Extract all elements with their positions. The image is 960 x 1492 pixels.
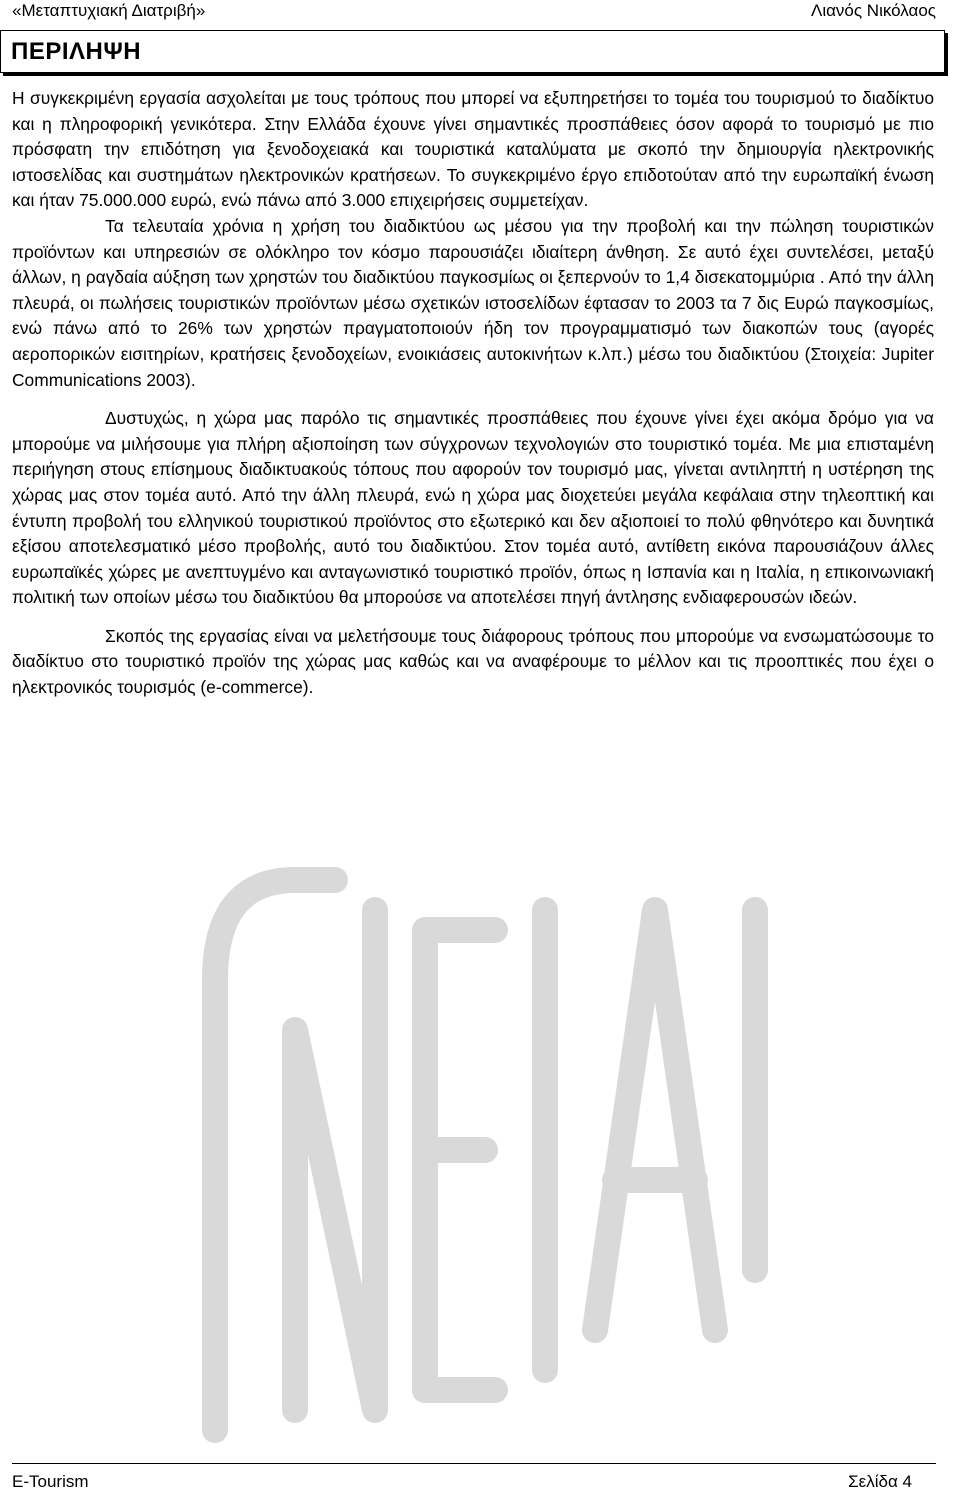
page-number: Σελίδα 4 bbox=[848, 1472, 912, 1491]
section-title-box bbox=[0, 30, 945, 73]
paragraph-2: Τα τελευταία χρόνια η χρήση του διαδικτύου ως μέσου για την προβολή και την πώληση τουριστικών προϊόντων και υπηρεσιών σε ολόκληρο τον κόσμο παρουσιάζει ιδιαίτερη άνθηση. Σε αυτό έχει συντελέσει, μεταξύ άλλων, η ραγδαία αύξηση των χρηστών του διαδικτύου παγκοσμίως οι ξεπερνούν το 1,4 δισεκατομμύρια . Από την άλλη πλευρά, οι πωλήσεις τουριστικών προϊόντων μέσω σχετικών ιστοσελίδων έφτασαν το 2003 τα 7 δις Ευρώ παγκοσμίως, ενώ πάνω από το 26% των χρηστών πραγματοποιούν ήδη τον προγραμματισμό των διακοπών τους (αγορές αεροπορικών εισιτηρίων, κρατήσεις ξενοδοχείων, ενοικιάσεις αυτοκινήτων κ.λπ.) μέσω του διαδικτύου (Στοιχεία: Jupiter Communications 2003). bbox=[12, 215, 934, 390]
paragraph-4: Σκοπός της εργασίας είναι να μελετήσουμε τους διάφορους τρόπους που μπορούμε να ενσωματώσουμε το διαδίκτυο στο τουριστικό προϊόν της χώρας μας καθώς και να αναφέρουμε το μέλλον και τις προοπτικές που έχει ο ηλεκτρονικός τουρισμός (e-commerce). bbox=[12, 625, 934, 698]
footer-divider bbox=[12, 1463, 936, 1464]
thesis-type-label: «Μεταπτυχιακή Διατριβή» bbox=[12, 1, 206, 20]
footer-document-title: E-Tourism bbox=[12, 1472, 89, 1491]
university-seal-watermark-icon bbox=[175, 850, 785, 1450]
abstract-body bbox=[12, 86, 934, 701]
paragraph-3: Δυστυχώς, η χώρα μας παρόλο τις σημαντικές προσπάθειες που έχουνε γίνει έχει ακόμα δρόμο για να μπορούμε να μιλήσουμε για πλήρη αξιοποίηση των σύγχρονων τεχνολογιών στο τουριστικό τομέα. Με μια επισταμένη περιήγηση στους επίσημους διαδικτυακούς τόπους που αφορούν τον τουρισμό μας, γίνεται αντιληπτή η υστέρηση της χώρας μας στον τομέα αυτό. Από την άλλη πλευρά, ενώ η χώρα μας διοχετεύει μεγάλα κεφάλαια στην τηλεοπτική και έντυπη προβολή του ελληνικού τουριστικού προϊόντος στο εξωτερικό και δεν αξιοποιεί το πολύ φθηνότερο και δυνητικά εξίσου αποτελεσματικό μέσο προβολής, αυτό του διαδικτύου. Στον τομέα αυτό, αντίθετη εικόνα παρουσιάζουν άλλες ευρωπαϊκές χώρες με ανεπτυγμένο και ανταγωνιστικό τουριστικό προϊόν, όπως η Ισπανία και η Ιταλία, η επικοινωνιακή πολιτική των οποίων μέσω του διαδικτύου θα μπορούσε να αποτελέσει πηγή άντλησης ενδιαφερουσών ιδεών. bbox=[12, 408, 934, 608]
section-title: ΠΕΡΙΛΗΨΗ bbox=[11, 38, 142, 65]
paragraph-1: Η συγκεκριμένη εργασία ασχολείται με τους τρόπους που μπορεί να εξυπηρετήσει το τομέα του τουρισμού το διαδίκτυο και η πληροφορική γενικότερα. Στην Ελλάδα έχουνε γίνει σημαντικές προσπάθειες όσον αφορά το τουρισμό με πιο πρόσφατη την επιδότηση για ξενοδοχειακά και τουριστικά καταλύματα με σκοπό την δημιουργία ηλεκτρονικής ιστοσελίδας και συστημάτων ηλεκτρονικών κρατήσεων. Το συγκεκριμένο έργο επιδοτούταν από την ευρωπαϊκή ένωση και ήταν 75.000.000 ευρώ, ενώ πάνω από 3.000 επιχειρήσεις συμμετείχαν. bbox=[12, 88, 934, 211]
page-header bbox=[12, 0, 948, 22]
author-name: Λιανός Νικόλαος bbox=[810, 1, 936, 20]
